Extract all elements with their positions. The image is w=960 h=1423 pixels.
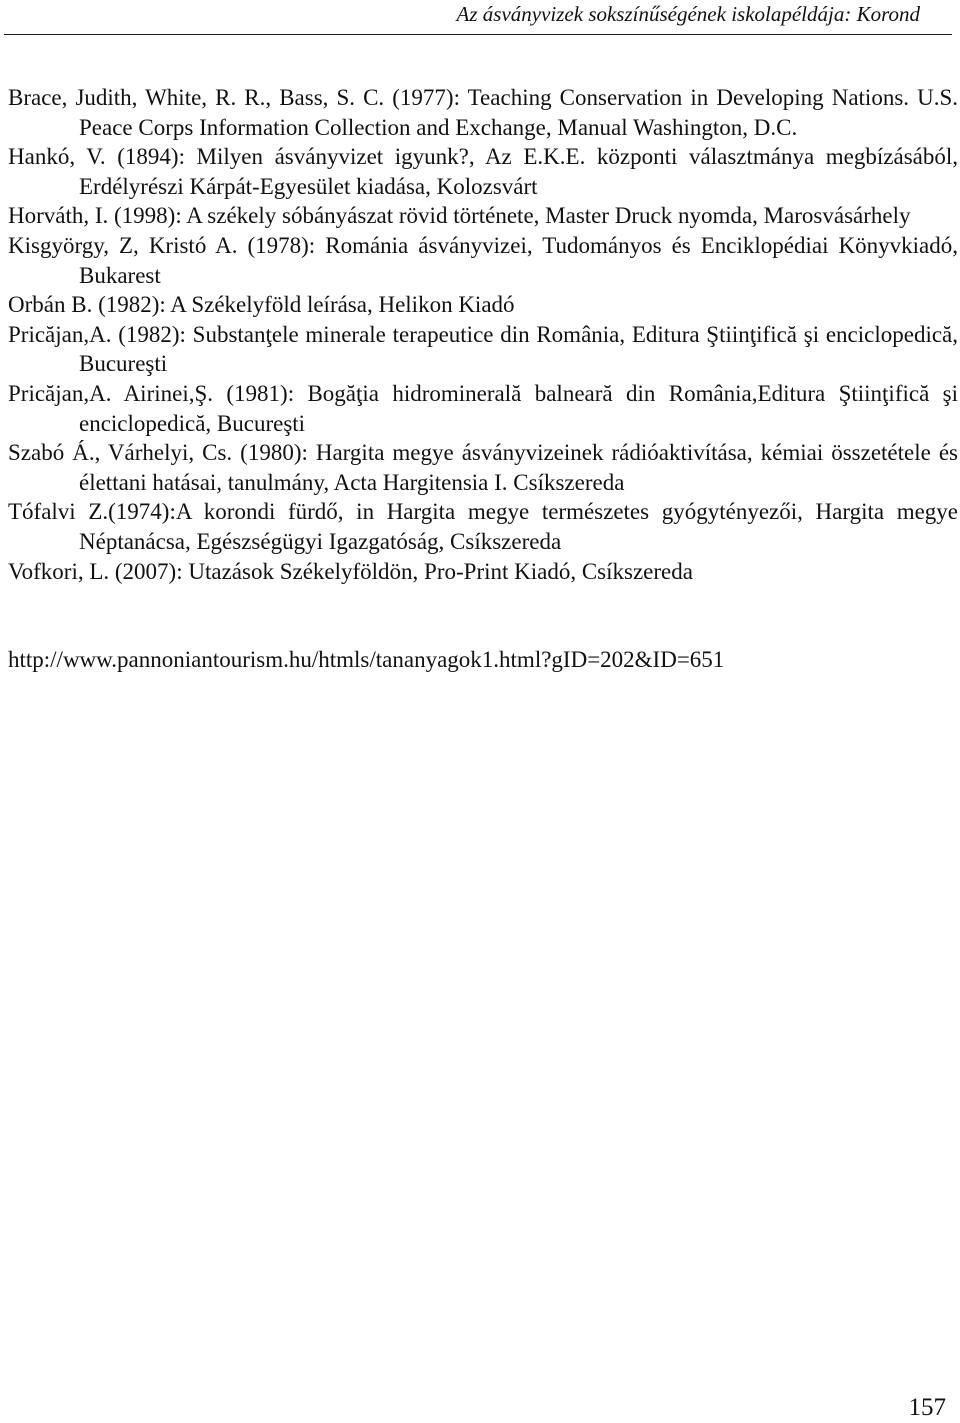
reference-item: Orbán B. (1982): A Székelyföld leírása, Helikon Kiadó	[8, 292, 515, 318]
reference-list	[0, 83, 958, 586]
reference-item: Pricăjan,A. (1982): Substanţele minerale terapeutice din România, Editura Ştiinţifică şi enciclopedică, Bucureşti	[8, 321, 958, 377]
reference-item: Brace, Judith, White, R. R., Bass, S. C. (1977): Teaching Conservation in Developing Nations. U.S. Peace Corps Information Collection and Exchange, Manual Washington, D.C.	[8, 85, 958, 140]
reference-item: Kisgyörgy, Z, Kristó A. (1978): Románia ásványvizei, Tudományos és Enciklopédiai Könyvkiadó, Bukarest	[8, 232, 958, 288]
reference-item: Tófalvi Z.(1974):A korondi fürdő, in Hargita megye természetes gyógytényezői, Hargita megye Néptanácsa, Egészségügyi Igazgatóság, Csíkszereda	[8, 499, 958, 554]
reference-item: Vofkori, L. (2007): Utazások Székelyföldön, Pro-Print Kiadó, Csíkszereda	[8, 558, 693, 584]
reference-item: Pricăjan,A. Airinei,Ş. (1981): Bogăţia hidrominerală balneară din România,Editura Ştiinţifică şi enciclopedică, Bucureşti	[8, 380, 958, 436]
page-number: 157	[908, 1394, 946, 1421]
reference-url: http://www.pannoniantourism.hu/htmls/tananyagok1.html?gID=202&ID=651	[8, 647, 725, 672]
running-header: Az ásványvizek sokszínűségének iskolapéldája: Korond	[456, 2, 920, 26]
reference-item: Szabó Á., Várhelyi, Cs. (1980): Hargita megye ásványvizeinek rádióaktivítása, kémiai összetétele és élettani hatásai, tanulmány, Acta Hargitensia I. Csíkszereda	[8, 440, 958, 495]
reference-item: Horváth, I. (1998): A székely sóbányászat rövid története, Master Druck nyomda, Marosvásárhely	[8, 203, 911, 229]
reference-item: Hankó, V. (1894): Milyen ásványvizet igyunk?, Az E.K.E. központi választmánya megbízásából, Erdélyrészi Kárpát-Egyesület kiadása, Kolozsvárt	[8, 144, 958, 199]
header-rule	[4, 34, 952, 35]
